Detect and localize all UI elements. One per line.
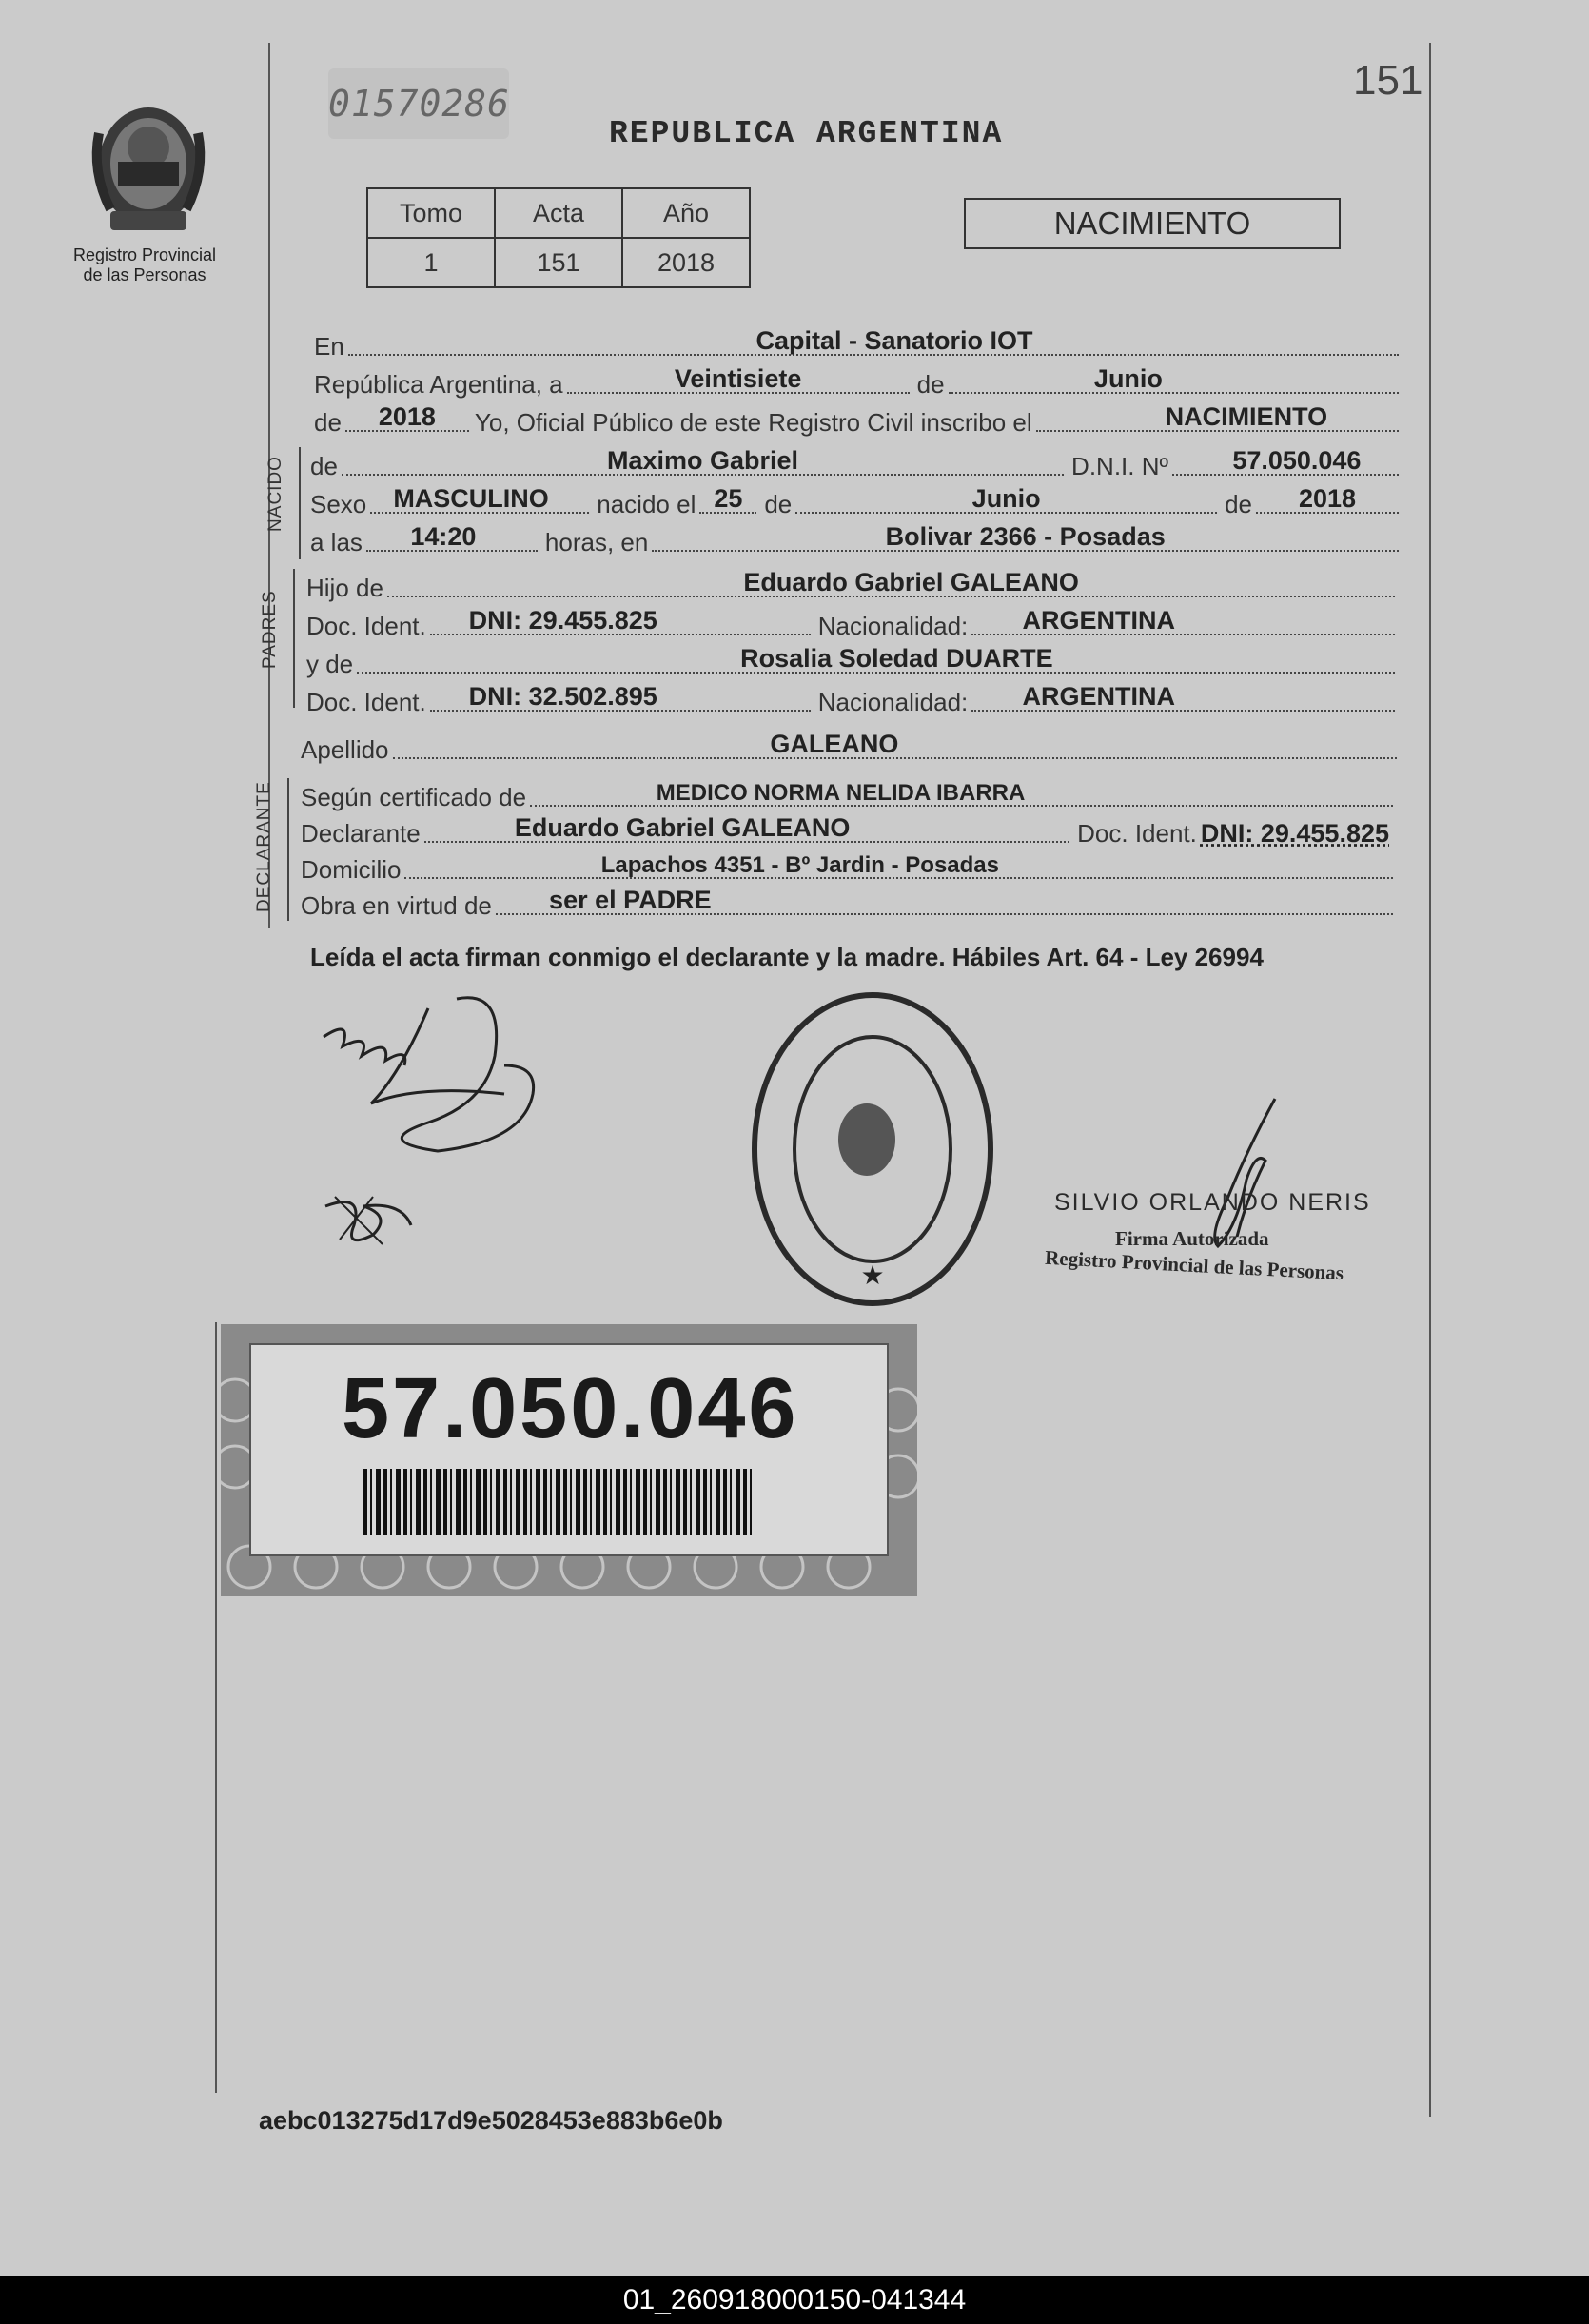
row-padre-doc (306, 606, 1395, 641)
value-madre-nac: ARGENTINA (1022, 682, 1175, 711)
declarante-separator (287, 778, 289, 921)
barcode (363, 1469, 754, 1535)
label-nacionalidad2: Nacionalidad: (817, 688, 969, 716)
id-number: 57.050.046 (342, 1361, 799, 1456)
row-nombre (310, 446, 1399, 481)
register-table (366, 187, 751, 288)
nacido-separator (299, 447, 301, 559)
dots (530, 780, 1393, 807)
dots (404, 852, 1393, 879)
mother-signature (316, 1187, 421, 1254)
province-logo (82, 95, 215, 238)
label-apellido: Apellido (301, 735, 389, 764)
value-domicilio: Lapachos 4351 - Bº Jardin - Posadas (600, 852, 1000, 878)
label-hijo-de: Hijo de (306, 574, 383, 602)
side-label-declarante: DECLARANTE (254, 781, 274, 912)
value-declarante-doc: DNI: 29.455.825 (1200, 819, 1389, 848)
value-mes: Junio (1093, 364, 1163, 393)
padres-separator (293, 569, 295, 708)
label-nacionalidad: Nacionalidad: (817, 612, 969, 640)
value-obra: ser el PADRE (549, 886, 712, 914)
label-domicilio: Domicilio (301, 855, 402, 884)
row-anio (314, 402, 1399, 438)
dots (430, 682, 811, 712)
row-lugar (314, 326, 1399, 361)
row-madre (306, 644, 1395, 679)
label-nacido-el: nacido el (597, 490, 696, 518)
dots (971, 606, 1395, 635)
logo-caption-line2: de las Personas (83, 265, 206, 284)
value-padre: Eduardo Gabriel GALEANO (743, 568, 1079, 596)
dots (393, 730, 1397, 759)
value-sexo: MASCULINO (393, 484, 549, 513)
register-value-tomo: 1 (367, 238, 495, 287)
page-number: 151 (1353, 57, 1423, 104)
dots (424, 813, 1069, 843)
row-hora (310, 522, 1399, 557)
dots (567, 364, 910, 394)
dots (370, 484, 589, 514)
label-republica: República Argentina, a (314, 370, 563, 399)
document-title: REPUBLICA ARGENTINA (609, 116, 1004, 151)
value-dia: Veintisiete (674, 364, 802, 393)
dots (348, 326, 1399, 356)
dots (345, 402, 469, 432)
row-domicilio (301, 852, 1393, 885)
footer-filename-bar (0, 2276, 1589, 2324)
id-number-panel (249, 1343, 889, 1556)
dots (496, 886, 1393, 915)
dots (1036, 402, 1399, 432)
dots (387, 568, 1395, 597)
value-nac-dia: 25 (714, 484, 743, 513)
value-nombre: Maximo Gabriel (606, 446, 799, 475)
label-de3: de (764, 490, 793, 518)
register-header-anio: Año (622, 188, 750, 238)
label-en: En (314, 332, 344, 361)
label-de-nacido: de (310, 452, 338, 480)
logo-caption (57, 245, 232, 285)
dots (342, 446, 1064, 476)
row-madre-doc (306, 682, 1395, 717)
label-de: de (916, 370, 945, 399)
legal-text: Leída el acta firman conmigo el declarante y la madre. Hábiles Art. 64 - Ley 26994 (310, 943, 1264, 971)
label-dni: D.N.I. Nº (1071, 452, 1168, 480)
register-header-acta: Acta (495, 188, 622, 238)
declarant-signature (314, 980, 542, 1161)
register-value-anio: 2018 (622, 238, 750, 287)
label-horas-en: horas, en (544, 528, 649, 557)
svg-text:★: ★ (860, 1260, 885, 1290)
label-a-las: a las (310, 528, 363, 557)
document-hash: aebc013275d17d9e5028453e883b6e0b (259, 2106, 723, 2135)
dots (971, 682, 1395, 712)
dots (795, 484, 1217, 514)
value-lugar: Capital - Sanatorio IOT (755, 326, 1033, 355)
label-segun-cert: Según certificado de (301, 783, 527, 811)
value-dni: 57.050.046 (1232, 446, 1362, 475)
dots (699, 484, 756, 514)
row-fecha (314, 364, 1399, 400)
row-apellido (301, 732, 1397, 765)
label-sexo: Sexo (310, 490, 367, 518)
label-de2: de (314, 408, 342, 437)
document-type-box: NACIMIENTO (964, 198, 1341, 249)
value-certificado: MEDICO NORMA NELIDA IBARRA (656, 780, 1026, 806)
logo-caption-line1: Registro Provincial (72, 245, 217, 264)
row-padre (306, 568, 1395, 603)
dots (430, 606, 811, 635)
label-de4: de (1225, 490, 1252, 518)
value-hora: 14:20 (410, 522, 477, 551)
dots (949, 364, 1399, 394)
value-padre-nac: ARGENTINA (1022, 606, 1175, 635)
side-label-padres: PADRES (260, 590, 280, 669)
register-header-tomo: Tomo (367, 188, 495, 238)
value-madre: Rosalia Soledad DUARTE (740, 644, 1053, 673)
official-seal (750, 989, 995, 1309)
id-barcode-card (221, 1324, 917, 1596)
value-inscribe: NACIMIENTO (1165, 402, 1328, 431)
register-value-acta: 151 (495, 238, 622, 287)
footer-filename: 01_260918000150-041344 (622, 2284, 967, 2315)
row-declarante (301, 813, 1393, 849)
value-declarante: Eduardo Gabriel GALEANO (514, 813, 851, 842)
official-name: SILVIO ORLANDO NERIS (1054, 1189, 1371, 1216)
dots (366, 522, 538, 552)
value-lugar-nac: Bolivar 2366 - Posadas (885, 522, 1166, 551)
label-y-de: y de (306, 650, 354, 678)
official-office: Registro Provincial de las Personas (1044, 1245, 1344, 1285)
label-yo: Yo, Oficial Público de este Registro Civil inscribo el (474, 408, 1032, 437)
official-role: Firma Autorizada (1115, 1227, 1269, 1250)
side-label-nacido: NACIDO (265, 456, 285, 532)
serial-number: 01570286 (328, 68, 509, 139)
row-sexo (310, 484, 1399, 519)
dots (357, 644, 1395, 674)
row-obra (301, 886, 1393, 921)
left-margin-line-lower (215, 1322, 217, 2093)
label-doc-ident2: Doc. Ident. (306, 688, 426, 716)
value-padre-doc: DNI: 29.455.825 (468, 606, 657, 635)
dots (1172, 446, 1399, 476)
value-anio: 2018 (378, 402, 436, 431)
label-obra: Obra en virtud de (301, 891, 492, 920)
label-declarante: Declarante (301, 819, 421, 848)
dots (652, 522, 1399, 552)
value-madre-doc: DNI: 32.502.895 (468, 682, 657, 711)
value-nac-mes: Junio (971, 484, 1041, 513)
value-nac-anio: 2018 (1298, 484, 1357, 513)
dots (1256, 484, 1399, 514)
right-margin-line (1429, 43, 1431, 2117)
row-certificado (301, 780, 1393, 812)
label-doc-ident3: Doc. Ident. (1077, 819, 1197, 848)
label-doc-ident: Doc. Ident. (306, 612, 426, 640)
value-apellido: GALEANO (770, 730, 899, 758)
